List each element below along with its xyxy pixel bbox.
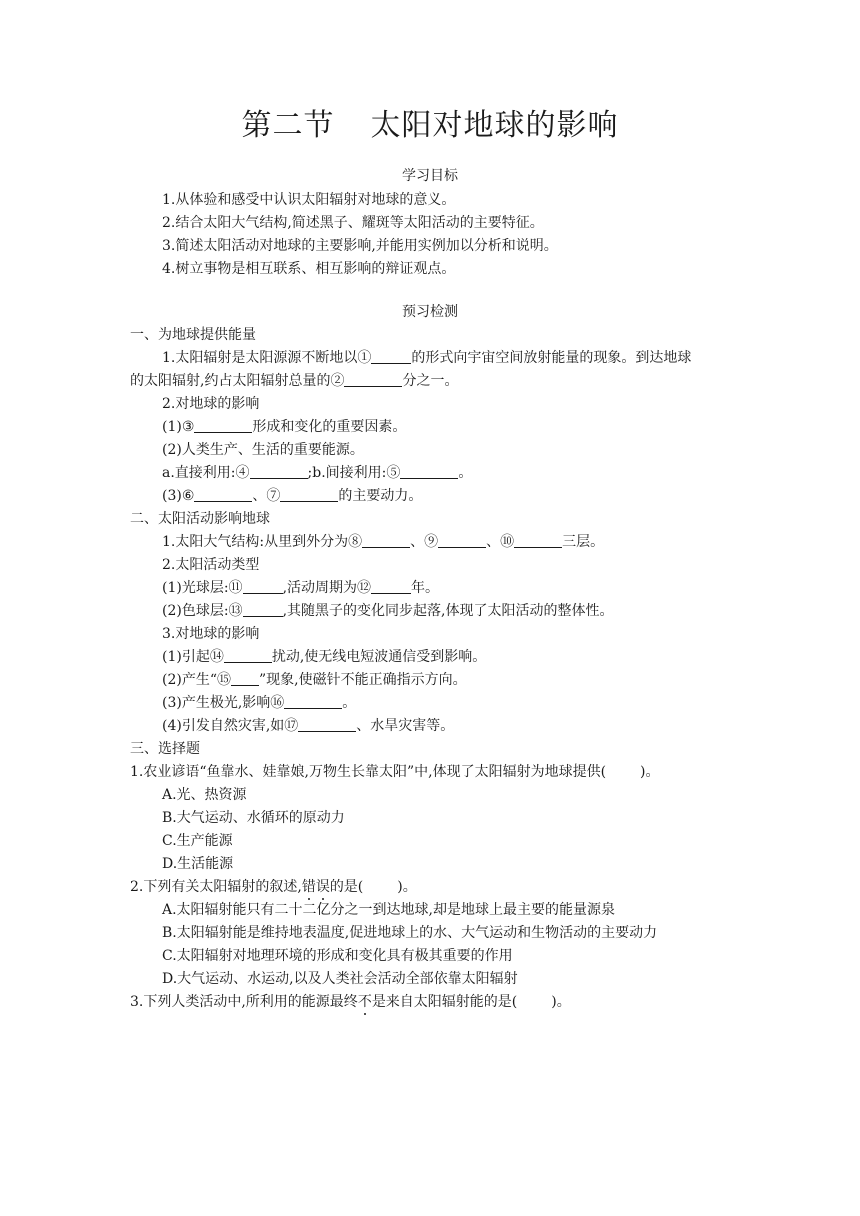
text-line: (1)光球层:⑪ ,活动周期为⑫ 年。: [162, 580, 440, 596]
text-line: (3)产生极光,影响⑯ 。: [162, 695, 357, 711]
text-line: (2)色球层:⑬ ,其随黑子的变化同步起落,体现了太阳活动的整体性。: [162, 603, 614, 619]
text-line: 2.太阳活动类型: [162, 557, 260, 573]
section-title: 一、为地球提供能量: [130, 327, 256, 343]
objective-item: 3.简述太阳活动对地球的主要影响,并能用实例加以分析和说明。: [162, 238, 558, 254]
emphasis-char: 不: [357, 994, 372, 1010]
blank-field[interactable]: [298, 717, 356, 732]
blank-field[interactable]: [231, 671, 259, 686]
blank-field[interactable]: [243, 602, 283, 617]
blank-field[interactable]: [284, 694, 342, 709]
blank-field[interactable]: [250, 464, 308, 479]
emphasis-char: 错: [301, 879, 316, 895]
answer-option[interactable]: D.生活能源: [162, 856, 234, 872]
objectives-heading: 学习目标: [402, 168, 458, 184]
text-line: (2)产生“⑮ ”现象,使磁针不能正确指示方向。: [162, 672, 467, 688]
text-line: (3)⑥ 、⑦ 的主要动力。: [162, 488, 423, 504]
text-line: 2.对地球的影响: [162, 396, 260, 412]
text-line: (1)③ 形成和变化的重要因素。: [162, 419, 407, 435]
blank-field[interactable]: [224, 648, 272, 663]
blank-field[interactable]: [400, 464, 458, 479]
blank-field[interactable]: [243, 579, 283, 594]
text-line: (4)引发自然灾害,如⑰ 、水旱灾害等。: [162, 718, 455, 734]
text-line: a.直接利用:④ ;b.间接利用:⑤ 。: [162, 465, 473, 481]
blank-field[interactable]: [371, 349, 411, 364]
blank-field[interactable]: [362, 533, 410, 548]
answer-option[interactable]: A.太阳辐射能只有二十二亿分之一到达地球,却是地球上最主要的能量源泉: [162, 902, 616, 918]
blank-field[interactable]: [280, 487, 338, 502]
text-line: (1)引起⑭ 扰动,使无线电短波通信受到影响。: [162, 649, 487, 665]
objective-item: 4.树立事物是相互联系、相互影响的辩证观点。: [162, 261, 456, 277]
answer-option[interactable]: B.大气运动、水循环的原动力: [162, 810, 345, 826]
answer-option[interactable]: D.大气运动、水运动,以及人类社会活动全部依靠太阳辐射: [162, 971, 518, 987]
text-line: 1.太阳大气结构:从里到外分为⑧ 、⑨ 、⑩ 三层。: [162, 534, 605, 550]
preview-heading: 预习检测: [402, 304, 458, 320]
blank-field[interactable]: [194, 418, 252, 433]
title-section: 第二节: [241, 108, 335, 143]
answer-option[interactable]: C.生产能源: [162, 833, 233, 849]
text-line: (2)人类生产、生活的重要能源。: [162, 442, 364, 458]
section-title: 二、太阳活动影响地球: [130, 511, 270, 527]
objective-item: 2.结合太阳大气结构,简述黑子、耀斑等太阳活动的主要特征。: [162, 215, 544, 231]
blank-field[interactable]: [371, 579, 411, 594]
blank-field[interactable]: [344, 372, 402, 387]
answer-option[interactable]: C.太阳辐射对地理环境的形成和变化具有极其重要的作用: [162, 948, 513, 964]
blank-field[interactable]: [514, 533, 562, 548]
text-line: 1.太阳辐射是太阳源源不断地以① 的形式向宇宙空间放射能量的现象。到达地球: [162, 350, 692, 366]
section-title: 三、选择题: [130, 741, 200, 757]
question-stem: 1.农业谚语“鱼靠水、娃靠娘,万物生长靠太阳”中,体现了太阳辐射为地球提供( )。: [130, 764, 660, 780]
emphasis-char: 误: [315, 879, 330, 895]
question-stem: 2.下列有关太阳辐射的叙述,错误的是( )。: [130, 879, 417, 895]
objective-item: 1.从体验和感受中认识太阳辐射对地球的意义。: [162, 192, 456, 208]
page-title: [0, 106, 860, 146]
answer-option[interactable]: B.太阳辐射能是维持地表温度,促进地球上的水、大气运动和生物活动的主要动力: [162, 925, 658, 941]
question-stem: 3.下列人类活动中,所利用的能源最终不是来自太阳辐射能的是( )。: [130, 994, 571, 1010]
text-line: 3.对地球的影响: [162, 626, 260, 642]
blank-field[interactable]: [194, 487, 252, 502]
title-topic: 太阳对地球的影响: [370, 108, 619, 143]
blank-field[interactable]: [438, 533, 486, 548]
answer-option[interactable]: A.光、热资源: [162, 787, 247, 803]
text-line: 的太阳辐射,约占太阳辐射总量的② 分之一。: [130, 373, 459, 389]
